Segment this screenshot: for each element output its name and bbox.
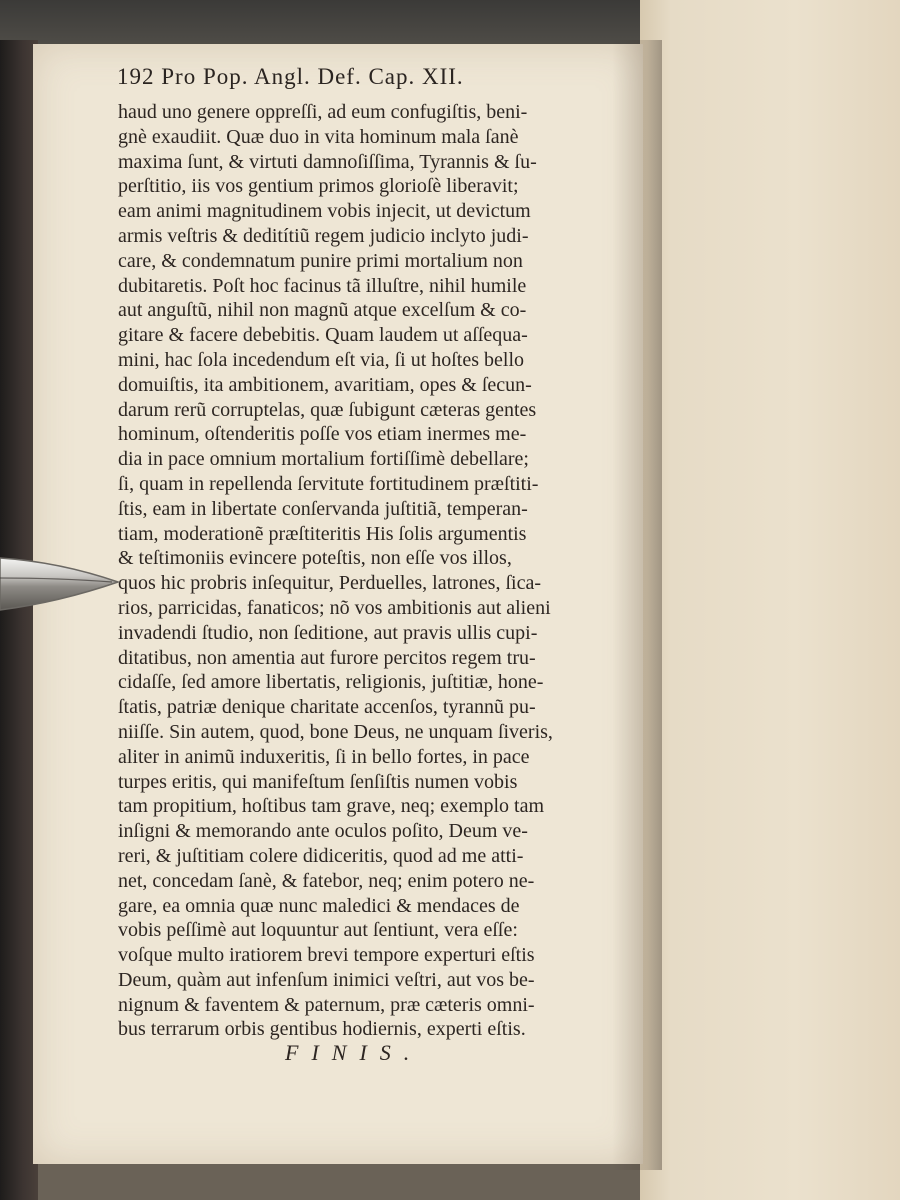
text-line: aut anguſtũ, nihil non magnũ atque excelſum & co- xyxy=(118,299,527,322)
text-line: vobis peſſimè aut loquuntur aut ſentiunt, vera eſſe: xyxy=(118,919,518,942)
text-line: tam propitium, hoſtibus tam grave, neq; exemplo tam xyxy=(118,795,545,818)
text-line: care, & condemnatum punire primi mortalium non xyxy=(118,249,523,272)
text-line: dia in pace omnium mortalium fortiſſimè debellare; xyxy=(118,448,529,471)
text-line: inſigni & memorando ante oculos poſito, Deum ve- xyxy=(118,820,528,843)
text-line: nignum & faventem & paternum, præ cæteris omni- xyxy=(118,993,535,1016)
text-line: gnè exaudiit. Quæ duo in vita hominum mala ſanè xyxy=(118,125,519,148)
text-line: ſtis, eam in libertate conſervanda juſtitiã, temperan- xyxy=(118,497,528,520)
facing-page xyxy=(640,0,900,1200)
text-line: gitare & facere debebitis. Quam laudem ut aſſequa- xyxy=(118,324,528,347)
finis-text: FINIS. xyxy=(285,1040,423,1065)
text-line: haud uno genere oppreſſi, ad eum confugiſtis, beni- xyxy=(118,101,528,123)
text-line: ditatibus, non amentia aut furore percitos regem tru- xyxy=(118,646,536,669)
text-line: ſtatis, patriæ denique charitate accenſos, tyrannũ pu- xyxy=(118,696,536,719)
text-line: bus terrarum orbis gentibus hodiernis, experti eſtis. xyxy=(118,1018,526,1041)
text-line: darum rerũ corruptelas, quæ ſubigunt cæteras gentes xyxy=(118,398,537,421)
text-line: hominum, oſtenderitis poſſe vos etiam inermes me- xyxy=(118,423,527,446)
text-line: reri, & juſtitiam colere didiceritis, quod ad me atti- xyxy=(118,844,524,867)
page-holder-clip xyxy=(0,548,120,622)
text-line: armis veſtris & deditítiũ regem judicio inclyto judi- xyxy=(118,224,529,247)
text-line: gare, ea omnia quæ nunc maledici & mendaces de xyxy=(118,894,520,917)
text-line: net, concedam ſanè, & fatebor, neq; enim potero ne- xyxy=(118,869,535,892)
text-line: tiam, moderationẽ præſtiteritis His ſolis argumentis xyxy=(118,522,527,545)
text-line: niiſſe. Sin autem, quod, bone Deus, ne unquam ſiveris, xyxy=(118,720,553,743)
text-line: domuiſtis, ita ambitionem, avaritiam, opes & ſecun- xyxy=(118,373,532,396)
text-line: maxima ſunt, & virtuti damnoſiſſima, Tyrannis & ſu- xyxy=(118,150,537,173)
text-line: cidaſſe, ſed amore libertatis, religionis, juſtitiæ, hone- xyxy=(118,671,544,694)
text-line: & teſtimoniis evincere poteſtis, non eſſe vos illos, xyxy=(118,547,512,570)
text-line: rios, parricidas, fanaticos; nõ vos ambitionis aut alieni xyxy=(118,596,551,619)
text-line: ſi, quam in repellenda ſervitute fortitudinem præſtiti- xyxy=(118,472,539,495)
text-line: quos hic probris inſequitur, Perduelles, latrones, ſica- xyxy=(118,572,541,595)
text-line: aliter in animũ induxeritis, ſi in bello fortes, in pace xyxy=(118,745,530,768)
text-line: voſque multo iratiorem brevi tempore experturi eſtis xyxy=(118,944,535,967)
text-line: eam animi magnitudinem vobis injecit, ut devictum xyxy=(118,200,531,223)
text-line: dubitaretis. Poſt hoc facinus tã illuſtre, nihil humile xyxy=(118,274,527,297)
text-line: invadendi ſtudio, non ſeditione, aut pravis ullis cupi- xyxy=(118,621,538,644)
text-line: perſtitio, iis vos gentium primos glorioſè liberavit; xyxy=(118,175,519,198)
text-line: Deum, quàm aut infenſum inimici veſtri, aut vos be- xyxy=(118,968,535,991)
running-header: 192 Pro Pop. Angl. Def. Cap. XII. xyxy=(117,64,464,89)
text-line: mini, hac ſola incedendum eſt via, ſi ut hoſtes bello xyxy=(118,348,525,371)
text-line: turpes eritis, qui manifeſtum ſenſiſtis numen vobis xyxy=(118,770,518,793)
text-block xyxy=(118,100,628,1042)
